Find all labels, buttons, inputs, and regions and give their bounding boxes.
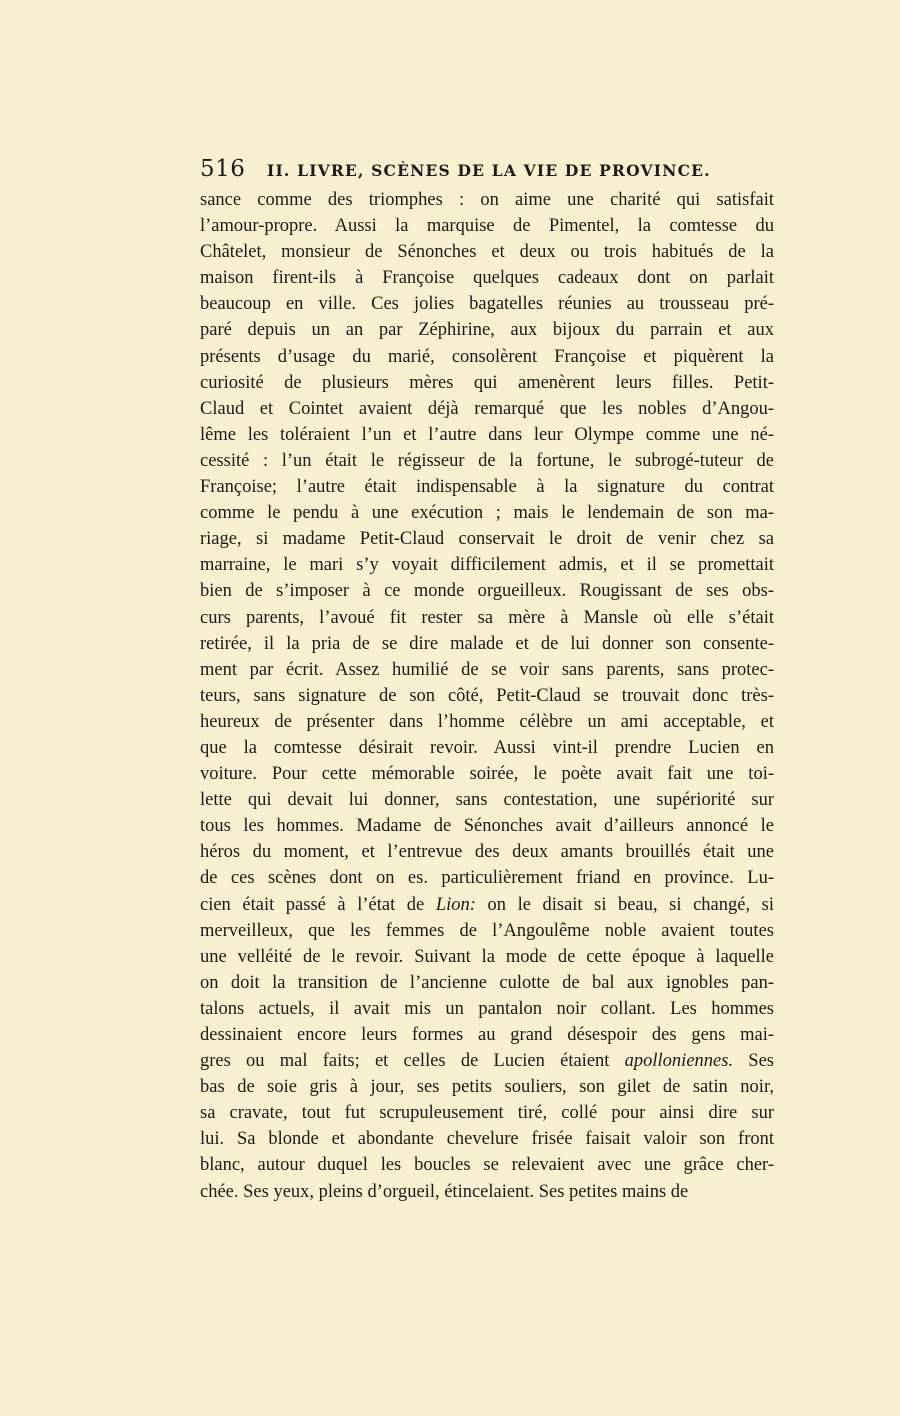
body-text — [200, 187, 774, 1205]
text-line: beaucoup en ville. Ces jolies bagatelles réunies au trousseau pré- — [200, 294, 774, 315]
text-line: lette qui devait lui donner, sans contestation, une supériorité sur — [200, 790, 774, 811]
text-fragment: gres ou mal faits; et celles de Lucien étaient — [200, 1051, 625, 1072]
text-line: ment par écrit. Assez humilié de se voir sans parents, sans protec- — [200, 659, 774, 680]
text-line: maison firent-ils à Françoise quelques cadeaux dont on parlait — [200, 268, 774, 289]
text-line-with-italic — [200, 892, 774, 918]
text-line: curiosité de plusieurs mères qui amenèrent leurs filles. Petit- — [200, 372, 774, 393]
text-line: blanc, autour duquel les boucles se relevaient avec une grâce cher- — [200, 1155, 774, 1176]
text-line: paré depuis un an par Zéphirine, aux bijoux du parrain et aux — [200, 320, 774, 341]
text-line: héros du moment, et l’entrevue des deux amants brouillés était une — [200, 842, 774, 863]
text-fragment: Ses — [733, 1051, 774, 1072]
text-line: merveilleux, que les femmes de l’Angoulême noble avaient toutes — [200, 920, 774, 941]
text-line: curs parents, l’avoué fit rester sa mère à Mansle où elle s’était — [200, 607, 774, 628]
text-line: talons actuels, il avait mis un pantalon noir collant. Les hommes — [200, 998, 774, 1019]
text-line-with-italic — [200, 1048, 774, 1074]
text-line: lui. Sa blonde et abondante chevelure frisée faisait valoir son front — [200, 1129, 774, 1150]
text-line: lême les toléraient l’un et l’autre dans leur Olympe comme une né- — [200, 424, 774, 445]
page-number: 516 — [200, 156, 246, 182]
text-line: Châtelet, monsieur de Sénonches et deux ou trois habitués de la — [200, 242, 774, 263]
text-line: heureux de présenter dans l’homme célèbre un ami acceptable, et — [200, 711, 774, 732]
text-fragment: on le disait si beau, si changé, si — [475, 894, 774, 915]
text-line: de ces scènes dont on es. particulièrement friand en province. Lu- — [200, 868, 774, 889]
text-line: présents d’usage du marié, consolèrent Françoise et piquèrent la — [200, 346, 774, 367]
text-line: l’amour-propre. Aussi la marquise de Pimentel, la comtesse du — [200, 216, 774, 237]
text-line: que la comtesse désirait revoir. Aussi vint-il prendre Lucien en — [200, 737, 774, 758]
text-line: tous les hommes. Madame de Sénonches avait d’ailleurs annoncé le — [200, 816, 774, 837]
text-line: sance comme des triomphes : on aime une charité qui satisfait — [200, 190, 774, 210]
text-line: riage, si madame Petit-Claud conservait le droit de venir chez sa — [200, 529, 774, 550]
text-line: teurs, sans signature de son côté, Petit-Claud se trouvait donc très- — [200, 685, 774, 706]
text-fragment: cien était passé à l’état de — [200, 894, 436, 915]
text-line: bien de s’imposer à ce monde orgueilleux. Rougissant de ses obs- — [200, 581, 774, 602]
text-line: voiture. Pour cette mémorable soirée, le poète avait fait une toi- — [200, 764, 774, 785]
running-head: II. LIVRE, SCÈNES DE LA VIE DE PROVINCE. — [267, 161, 711, 180]
text-line: Claud et Cointet avaient déjà remarqué que les nobles d’Angou- — [200, 398, 774, 419]
text-line: Françoise; l’autre était indispensable à la signature du contrat — [200, 477, 774, 498]
text-line: marraine, le mari s’y voyait difficilement admis, et il se promettait — [200, 555, 774, 576]
italic-word: apolloniennes. — [624, 1051, 734, 1072]
text-line: sa cravate, tout fut scrupuleusement tiré, collé pour ainsi dire sur — [200, 1103, 774, 1124]
italic-word: Lion: — [435, 894, 476, 915]
text-line: chée. Ses yeux, pleins d’orgueil, étincelaient. Ses petites mains de — [200, 1181, 689, 1202]
text-line: retirée, il la pria de se dire malade et de lui donner son consente- — [200, 633, 774, 654]
text-line: dessinaient encore leurs formes au grand désespoir des gens mai- — [200, 1025, 774, 1045]
page-header — [200, 156, 780, 186]
text-line: bas de soie gris à jour, ses petits souliers, son gilet de satin noir, — [200, 1077, 774, 1098]
text-line: cessité : l’un était le régisseur de la fortune, le subrogé-tuteur de — [200, 450, 774, 471]
text-line: comme le pendu à une exécution ; mais le lendemain de son ma- — [200, 503, 774, 524]
text-line: une velléité de le revoir. Suivant la mode de cette époque à laquelle — [200, 946, 774, 967]
text-line: on doit la transition de l’ancienne culotte de bal aux ignobles pan- — [200, 972, 774, 993]
